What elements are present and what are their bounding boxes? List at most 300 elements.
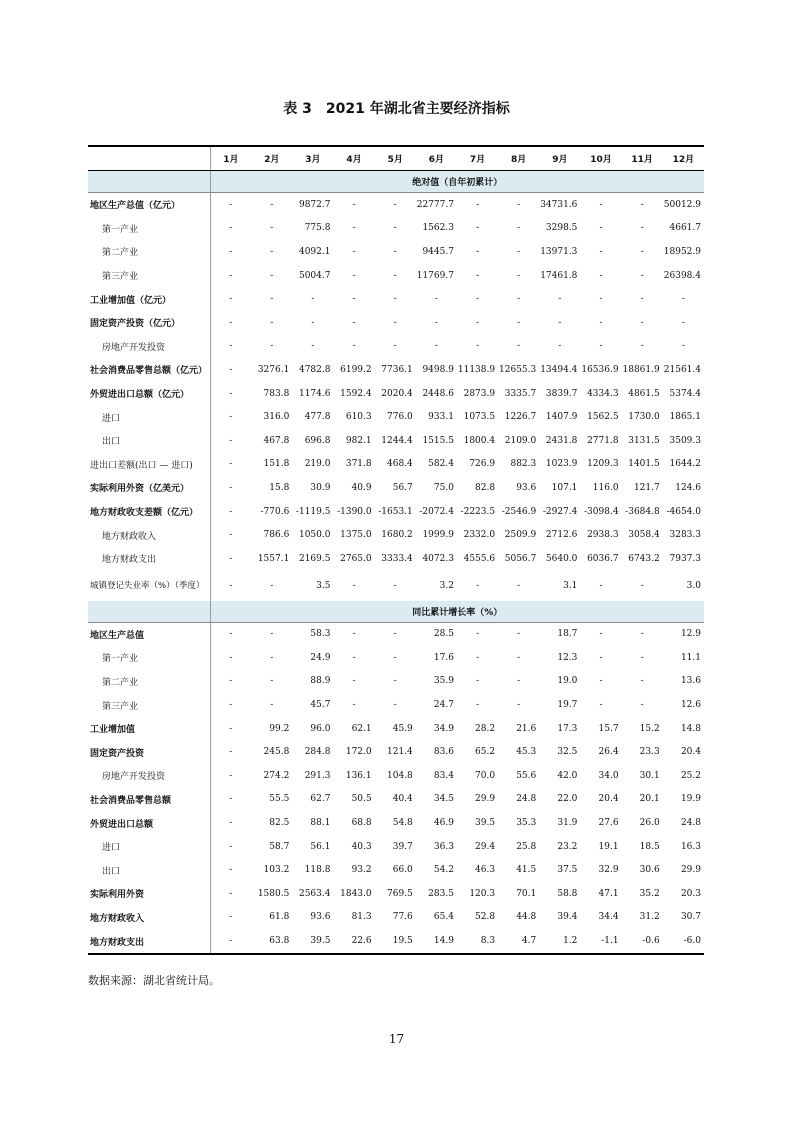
table-cell: -2223.5	[460, 506, 496, 517]
table-row	[88, 670, 704, 694]
table-cell: -	[475, 294, 480, 305]
table-cell: -	[640, 676, 644, 687]
table-cell: -	[270, 223, 274, 234]
table-cell: -	[352, 629, 356, 640]
table-cell: -	[475, 199, 480, 210]
economic-indicators-table	[88, 145, 704, 955]
table-cell: -	[681, 317, 685, 328]
table-cell: 284.8	[304, 747, 331, 758]
table-row	[88, 476, 704, 500]
table-cell: 5640.0	[545, 553, 578, 564]
table-cell: -	[352, 676, 356, 687]
table-cell: 933.1	[428, 412, 454, 423]
table-cell: 24.8	[516, 794, 537, 805]
table-cell: 62.7	[310, 794, 331, 805]
table-cell: 28.5	[433, 629, 454, 640]
table-cell: 1680.2	[381, 530, 413, 541]
table-cell: 1244.4	[381, 435, 413, 446]
table-cell: 34.4	[598, 912, 619, 923]
table-cell: 136.1	[345, 770, 372, 781]
table-cell: -	[352, 341, 356, 352]
table-cell: 4555.6	[463, 553, 496, 564]
table-cell: 726.9	[469, 459, 496, 470]
table-cell: 31.9	[557, 818, 578, 829]
table-cell: 35.3	[516, 818, 537, 829]
table-cell: 316.0	[263, 412, 290, 423]
table-cell: 3131.5	[628, 435, 660, 446]
table-cell: -6.0	[663, 929, 704, 954]
table-cell: 1843.0	[340, 888, 372, 899]
row-label: 外贸进出口总额	[88, 811, 210, 835]
table-cell: 34.5	[433, 794, 454, 805]
table-cell: 82.8	[475, 482, 496, 493]
table-row	[88, 405, 704, 429]
table-cell: -1653.1	[378, 506, 413, 517]
table-cell: 18.5	[639, 841, 660, 852]
table-cell: -	[393, 199, 397, 210]
table-cell: -	[229, 629, 233, 640]
section-blank-cell	[88, 601, 210, 623]
table-cell: 83.4	[433, 770, 454, 781]
table-cell: -	[599, 223, 603, 234]
table-cell: 8.3	[457, 929, 498, 954]
table-cell: -	[517, 652, 521, 663]
table-cell: -	[393, 629, 397, 640]
table-cell: -	[599, 629, 603, 640]
table-cell: 9445.7	[422, 246, 454, 257]
table-cell: 2431.8	[545, 435, 578, 446]
row-label: 实际利用外资（亿美元）	[88, 476, 210, 500]
section-title: 同比累计增长率（%）	[210, 601, 704, 623]
table-cell: 151.8	[263, 459, 290, 470]
table-cell: 19.1	[598, 841, 619, 852]
table-cell: 2169.5	[298, 553, 331, 564]
table-cell: 30.9	[310, 482, 331, 493]
month-header: 12月	[663, 146, 704, 171]
table-cell: -	[270, 294, 274, 305]
table-cell: -	[229, 818, 233, 829]
table-cell: 3058.4	[628, 530, 660, 541]
table-cell: -	[681, 341, 685, 352]
table-cell: -	[393, 580, 397, 591]
table-cell: 55.5	[269, 794, 290, 805]
table-cell: -	[229, 412, 233, 423]
table-cell: 4782.8	[298, 364, 331, 375]
row-label: 地方财政支出	[88, 929, 210, 954]
table-cell: 20.4	[598, 794, 619, 805]
table-cell: 15.7	[598, 723, 619, 734]
table-cell: -	[393, 294, 397, 305]
table-cell: 20.3	[680, 888, 701, 899]
table-cell: 65.4	[433, 912, 454, 923]
table-cell: 6743.2	[628, 553, 660, 564]
table-cell: 35.2	[639, 888, 660, 899]
table-cell: -	[640, 317, 644, 328]
table-row	[88, 264, 704, 288]
table-cell: 70.1	[516, 888, 537, 899]
table-cell: -	[640, 652, 644, 663]
table-cell: -	[352, 294, 356, 305]
table-cell: -	[640, 580, 644, 591]
table-cell: -	[393, 676, 397, 687]
table-cell: -	[599, 341, 603, 352]
table-cell: 172.0	[345, 747, 372, 758]
table-cell: -	[599, 270, 603, 281]
table-cell: -	[229, 794, 233, 805]
table-cell: -	[352, 652, 356, 663]
table-cell: 19.9	[680, 794, 701, 805]
table-cell: -	[640, 246, 644, 257]
table-cell: -	[270, 700, 274, 711]
table-cell: -	[229, 482, 233, 493]
table-row	[88, 547, 704, 571]
table-cell: 786.6	[263, 530, 290, 541]
month-header: 1月	[210, 146, 251, 171]
table-cell: -	[475, 652, 480, 663]
row-label: 进口	[88, 405, 210, 429]
table-cell: -	[393, 246, 397, 257]
table-cell: 83.6	[433, 747, 454, 758]
table-cell: -	[311, 317, 315, 328]
table-cell: -	[229, 912, 233, 923]
table-cell: 1226.7	[504, 412, 537, 423]
table-cell: 50.5	[351, 794, 372, 805]
table-cell: 42.0	[557, 770, 578, 781]
table-cell: 93.2	[351, 865, 372, 876]
row-label: 第一产业	[88, 217, 210, 241]
table-cell: 62.1	[351, 723, 372, 734]
table-cell: 783.8	[263, 388, 290, 399]
table-cell: -	[229, 580, 233, 591]
table-cell: 37.5	[557, 865, 578, 876]
table-cell: 4.7	[498, 929, 539, 954]
table-cell: 2020.4	[381, 388, 413, 399]
table-cell: -3098.4	[584, 506, 619, 517]
table-cell: -	[393, 341, 397, 352]
row-label: 社会消费品零售总额	[88, 788, 210, 812]
table-body	[88, 171, 704, 954]
table-cell: -	[393, 317, 397, 328]
table-row	[88, 906, 704, 930]
table-row	[88, 358, 704, 382]
table-cell: -	[352, 199, 356, 210]
table-cell: 6199.2	[340, 364, 372, 375]
table-cell: 21.6	[516, 723, 537, 734]
table-cell: 21561.4	[663, 364, 701, 375]
table-cell: 2771.8	[587, 435, 619, 446]
table-cell: -	[599, 294, 603, 305]
table-cell: -	[558, 317, 562, 328]
table-cell: -	[270, 580, 274, 591]
table-cell: 18.7	[557, 629, 578, 640]
table-cell: 2448.6	[422, 388, 454, 399]
row-label: 工业增加值	[88, 717, 210, 741]
table-cell: 2765.0	[340, 553, 372, 564]
table-cell: 769.5	[387, 888, 413, 899]
table-cell: 3839.7	[545, 388, 578, 399]
table-cell: 96.0	[310, 723, 331, 734]
table-cell: 31.2	[639, 912, 660, 923]
table-cell: 12.6	[680, 700, 701, 711]
table-cell: 2938.3	[587, 530, 619, 541]
table-cell: -	[599, 652, 603, 663]
table-cell: 291.3	[304, 770, 331, 781]
table-cell: 1073.5	[463, 412, 496, 423]
table-cell: 54.2	[433, 865, 454, 876]
row-label: 固定资产投资	[88, 740, 210, 764]
table-cell: 26398.4	[663, 270, 701, 281]
table-cell: 3298.5	[545, 223, 578, 234]
table-cell: 1375.0	[340, 530, 372, 541]
table-cell: -3684.8	[625, 506, 660, 517]
table-cell: 3335.7	[504, 388, 537, 399]
table-cell: 104.8	[387, 770, 413, 781]
table-cell: 1407.9	[545, 412, 578, 423]
table-cell: 22.6	[333, 929, 374, 954]
header-corner	[88, 146, 210, 171]
table-cell: -	[475, 629, 480, 640]
table-cell: -	[393, 700, 397, 711]
table-row	[88, 287, 704, 311]
row-label: 地区生产总值	[88, 622, 210, 646]
table-cell: 1023.9	[545, 459, 578, 470]
table-cell: 40.4	[392, 794, 413, 805]
table-cell: -1390.0	[337, 506, 372, 517]
table-cell: 36.3	[433, 841, 454, 852]
table-cell: -0.6	[622, 929, 663, 954]
table-cell: -	[311, 341, 315, 352]
table-cell: 41.5	[516, 865, 537, 876]
table-cell: -	[475, 223, 480, 234]
table-row	[88, 929, 704, 954]
table-cell: 56.7	[392, 482, 413, 493]
row-label: 固定资产投资（亿元）	[88, 311, 210, 335]
table-cell: 9498.9	[422, 364, 454, 375]
table-cell: 55.6	[516, 770, 537, 781]
table-cell: 1557.1	[257, 553, 290, 564]
table-cell: 3.5	[316, 580, 331, 591]
table-cell: 4861.5	[628, 388, 660, 399]
table-cell: 3.1	[563, 580, 578, 591]
table-cell: 107.1	[551, 482, 578, 493]
row-label: 房地产开发投资	[88, 764, 210, 788]
table-cell: -	[599, 317, 603, 328]
table-cell: 30.1	[639, 770, 660, 781]
table-cell: -	[270, 652, 274, 663]
table-cell: -	[229, 506, 233, 517]
table-cell: 26.0	[639, 818, 660, 829]
month-header: 10月	[580, 146, 621, 171]
table-row	[88, 646, 704, 670]
table-cell: 1050.0	[298, 530, 331, 541]
table-cell: -	[229, 770, 233, 781]
table-row	[88, 788, 704, 812]
row-label: 地方财政收支差额（亿元）	[88, 500, 210, 524]
table-cell: 11769.7	[416, 270, 454, 281]
table-cell: 34731.6	[540, 199, 578, 210]
table-cell: 82.5	[269, 818, 290, 829]
table-cell: 1999.9	[422, 530, 454, 541]
table-cell: 18861.9	[622, 364, 660, 375]
table-cell: 54.8	[392, 818, 413, 829]
table-cell: 18952.9	[663, 246, 701, 257]
table-cell: 30.6	[639, 865, 660, 876]
table-cell: 29.9	[680, 865, 701, 876]
table-cell: 15.8	[269, 482, 290, 493]
table-cell: -	[229, 747, 233, 758]
table-cell: 46.9	[433, 818, 454, 829]
table-cell: -	[229, 364, 233, 375]
table-cell: 99.2	[269, 723, 290, 734]
table-cell: 12.3	[557, 652, 578, 663]
table-cell: 274.2	[263, 770, 290, 781]
table-cell: -	[270, 676, 274, 687]
row-label: 社会消费品零售总额（亿元）	[88, 358, 210, 382]
row-label: 进口	[88, 835, 210, 859]
table-cell: 58.7	[269, 841, 290, 852]
table-cell: -	[229, 553, 233, 564]
table-cell: 46.3	[475, 865, 496, 876]
table-cell: 116.0	[592, 482, 619, 493]
table-cell: -	[517, 223, 521, 234]
table-cell: 30.7	[680, 912, 701, 923]
table-cell: -	[517, 700, 521, 711]
header-row	[88, 146, 704, 171]
table-cell: -	[393, 270, 397, 281]
table-row	[88, 717, 704, 741]
table-cell: -	[393, 223, 397, 234]
table-cell: -	[352, 580, 356, 591]
table-cell: -	[475, 317, 480, 328]
table-cell: -	[352, 223, 356, 234]
row-label: 出口	[88, 429, 210, 453]
table-cell: -	[434, 341, 438, 352]
table-cell: -	[475, 580, 480, 591]
table-cell: -	[352, 700, 356, 711]
table-cell: 1562.5	[587, 412, 619, 423]
row-label: 第三产业	[88, 264, 210, 288]
table-cell: 13971.3	[540, 246, 578, 257]
row-label: 第一产业	[88, 646, 210, 670]
table-cell: 3.2	[439, 580, 454, 591]
row-label: 出口	[88, 858, 210, 882]
table-cell: -	[229, 865, 233, 876]
table-cell: 3276.1	[257, 364, 290, 375]
table-cell: -	[599, 246, 603, 257]
table-row	[88, 453, 704, 477]
table-cell: -	[229, 700, 233, 711]
table-cell: 39.4	[557, 912, 578, 923]
table-cell: 52.8	[475, 912, 496, 923]
table-cell: -	[475, 700, 480, 711]
page-number: 17	[388, 1032, 405, 1046]
table-row	[88, 740, 704, 764]
row-label: 实际利用外资	[88, 882, 210, 906]
table-cell: -	[229, 888, 233, 899]
table-cell: 68.8	[351, 818, 372, 829]
table-cell: 1865.1	[669, 412, 701, 423]
table-cell: -	[558, 294, 562, 305]
table-cell: -	[599, 676, 603, 687]
table-cell: 4334.3	[587, 388, 619, 399]
table-row	[88, 217, 704, 241]
table-cell: 50012.9	[663, 199, 701, 210]
table-cell: 11138.9	[457, 364, 496, 375]
row-label: 地方财政收入	[88, 906, 210, 930]
table-cell: -	[517, 270, 521, 281]
row-label: 第二产业	[88, 670, 210, 694]
table-cell: 2873.9	[463, 388, 496, 399]
month-header: 11月	[622, 146, 663, 171]
table-cell: 12.9	[680, 629, 701, 640]
table-row	[88, 882, 704, 906]
table-cell: 120.3	[469, 888, 496, 899]
table-cell: 121.7	[633, 482, 660, 493]
table-cell: 19.5	[375, 929, 416, 954]
table-cell: -	[270, 317, 274, 328]
table-cell: -	[352, 270, 356, 281]
table-cell: -	[640, 700, 644, 711]
table-cell: -	[229, 270, 233, 281]
table-cell: -	[475, 270, 480, 281]
table-cell: 245.8	[263, 747, 290, 758]
table-cell: -	[229, 676, 233, 687]
table-cell: -	[393, 652, 397, 663]
table-row	[88, 335, 704, 359]
table-cell: 696.8	[304, 435, 331, 446]
table-cell: -	[270, 246, 274, 257]
row-label: 进出口差额(出口 — 进口)	[88, 453, 210, 477]
table-cell: -	[558, 341, 562, 352]
row-label: 地方财政支出	[88, 547, 210, 571]
table-cell: 1515.5	[422, 435, 454, 446]
table-cell: 77.6	[392, 912, 413, 923]
table-cell: -	[517, 199, 521, 210]
table-cell: 39.7	[392, 841, 413, 852]
table-cell: -	[229, 841, 233, 852]
table-cell: -	[517, 317, 521, 328]
table-cell: -770.6	[260, 506, 290, 517]
table-row	[88, 311, 704, 335]
table-cell: 1800.4	[463, 435, 496, 446]
table-cell: 1401.5	[628, 459, 660, 470]
table-cell: 5374.4	[669, 388, 701, 399]
table-cell: 124.6	[675, 482, 701, 493]
table-cell: 776.0	[387, 412, 413, 423]
table-cell: -1.1	[580, 929, 621, 954]
table-cell: 6036.7	[587, 553, 619, 564]
table-cell: 2563.4	[298, 888, 331, 899]
table-cell: -	[517, 294, 521, 305]
table-cell: 14.9	[416, 929, 457, 954]
table-cell: 118.8	[304, 865, 331, 876]
table-cell: -	[517, 629, 521, 640]
table-cell: 34.0	[598, 770, 619, 781]
row-label: 第三产业	[88, 693, 210, 717]
table-row	[88, 382, 704, 406]
table-cell: -	[270, 629, 274, 640]
table-cell: 1209.3	[587, 459, 619, 470]
table-cell: 29.9	[475, 794, 496, 805]
table-cell: 11.1	[680, 652, 701, 663]
table-cell: -	[640, 270, 644, 281]
table-cell: -	[517, 580, 521, 591]
month-header: 3月	[292, 146, 333, 171]
table-cell: 467.8	[263, 435, 290, 446]
table-cell: -	[599, 700, 603, 711]
section-blank-cell	[88, 171, 210, 193]
data-source-note: 数据来源：湖北省统计局。	[88, 974, 220, 987]
